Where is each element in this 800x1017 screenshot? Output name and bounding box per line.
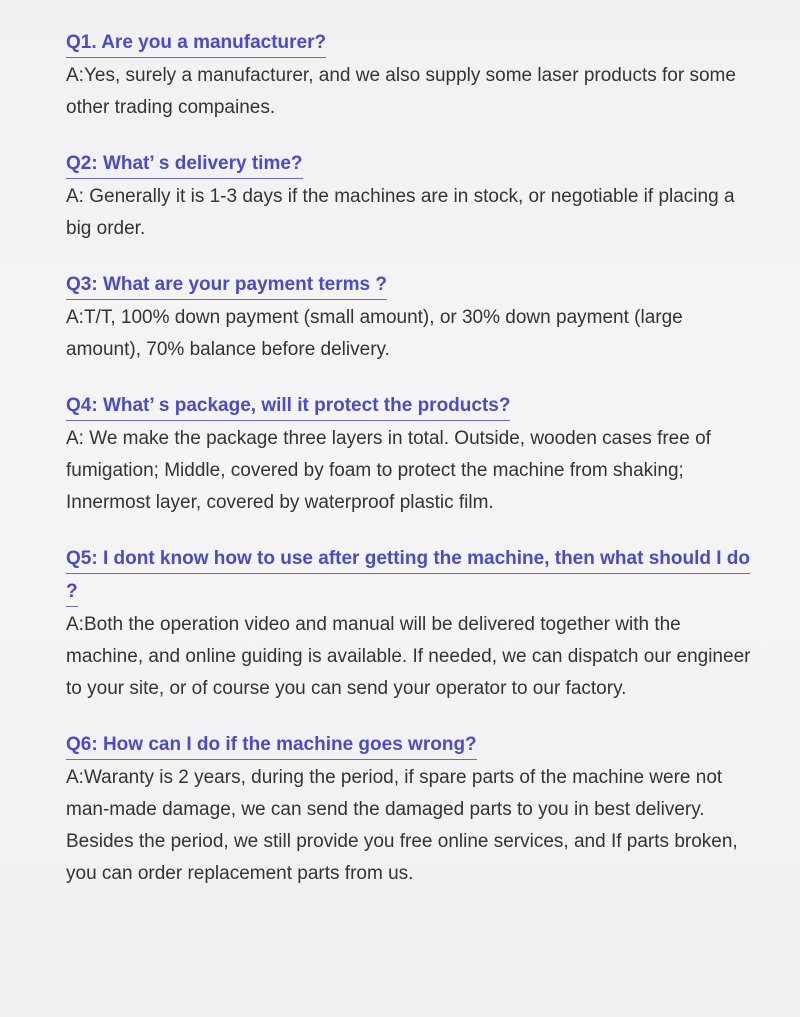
faq-answer: A:Both the operation video and manual will be delivered together with the machine, and online guiding is available. If needed, we can dispatch our engineer to your site, or of course you can send your operator to our factory. <box>66 614 751 699</box>
faq-item-4 <box>66 390 756 519</box>
faq-question: Q5: I dont know how to use after getting the machine, then what should I do ? <box>66 548 750 607</box>
faq-item-5 <box>66 543 756 705</box>
faq-item-3 <box>66 269 756 366</box>
faq-item-2 <box>66 148 756 245</box>
faq-section <box>66 27 756 914</box>
faq-item-1 <box>66 27 756 124</box>
faq-answer: A: We make the package three layers in total. Outside, wooden cases free of fumigation; Middle, covered by foam to protect the machine from shaking; Innermost layer, covered by waterproof plastic film. <box>66 428 711 513</box>
faq-answer: A:Waranty is 2 years, during the period, if spare parts of the machine were not man-made damage, we can send the damaged parts to you in best delivery. Besides the period, we still provide you free online services, and If parts broken, you can order replacement parts from us. <box>66 767 738 884</box>
faq-question: Q1. Are you a manufacturer? <box>66 32 326 58</box>
faq-question: Q3: What are your payment terms ? <box>66 274 387 300</box>
faq-answer: A: Generally it is 1-3 days if the machines are in stock, or negotiable if placing a big order. <box>66 186 735 239</box>
faq-question: Q2: What’ s delivery time? <box>66 153 303 179</box>
faq-item-6 <box>66 729 756 890</box>
faq-question: Q4: What’ s package, will it protect the products? <box>66 395 510 421</box>
faq-answer: A:Yes, surely a manufacturer, and we also supply some laser products for some other trading compaines. <box>66 65 736 118</box>
faq-answer: A:T/T, 100% down payment (small amount), or 30% down payment (large amount), 70% balance before delivery. <box>66 307 683 360</box>
faq-question: Q6: How can I do if the machine goes wrong? <box>66 734 477 760</box>
